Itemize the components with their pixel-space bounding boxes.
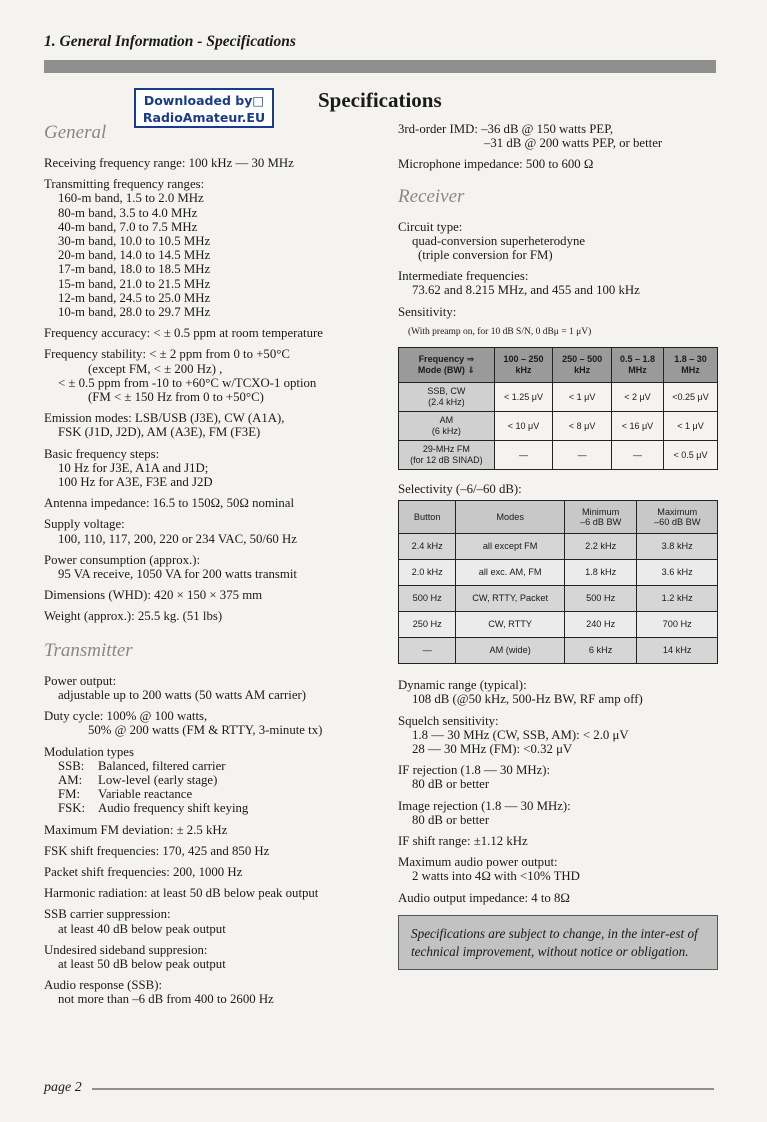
spec-line: SSB carrier suppression: [44, 907, 171, 922]
spec-line: 100 Hz for A3E, F3E and J2D [58, 475, 213, 490]
table-cell: — [494, 441, 553, 470]
table-header-cell: 0.5 – 1.8 MHz [611, 348, 663, 383]
sensitivity-title: Sensitivity: [398, 304, 457, 319]
spec-line: FSK (J1D, J2D), AM (A3E), FM (F3E) [58, 425, 261, 440]
table-row [399, 412, 718, 441]
table-cell: < 1.25 μV [494, 383, 553, 412]
spec-line: 80 dB or better [412, 812, 490, 827]
spec-line: Power output: [44, 673, 117, 688]
spec-line: Squelch sensitivity: [398, 713, 499, 728]
table-cell: 1.8 kHz [564, 560, 637, 586]
spec-line: 80 dB or better [412, 777, 490, 792]
table-row [399, 534, 718, 560]
spec-line: Image rejection (1.8 — 30 MHz): [398, 798, 571, 813]
power-output [44, 674, 384, 702]
spec-line: quad-conversion superheterodyne [412, 233, 586, 248]
frequency-accuracy: Frequency accuracy: < ± 0.5 ppm at room temperature [44, 326, 323, 341]
table-cell: — [399, 638, 456, 664]
footer-rule [92, 1088, 714, 1090]
table-cell: < 8 μV [553, 412, 612, 441]
frequency-steps [44, 447, 384, 490]
sensitivity-note: (With preamp on, for 10 dB S/N, 0 dBμ = 1 μV) [408, 326, 592, 337]
receiver-heading: Receiver [398, 185, 465, 207]
fsk-shift: FSK shift frequencies: 170, 425 and 850 Hz [44, 843, 270, 858]
selectivity-title: Selectivity (–6/–60 dB): [398, 482, 522, 497]
modulation-types [44, 745, 384, 816]
table-row [399, 586, 718, 612]
table-cell: all exc. AM, FM [456, 560, 564, 586]
table-cell: 240 Hz [564, 612, 637, 638]
band-item: 160-m band, 1.5 to 2.0 MHz [58, 191, 204, 206]
ssb-carrier-suppression [44, 907, 384, 935]
spec-line: Frequency stability: < ± 2 ppm from 0 to +50°C [44, 347, 290, 362]
spec-line: 73.62 and 8.215 MHz, and 455 and 100 kHz [412, 283, 640, 298]
spec-line: Emission modes: LSB/USB (J3E), CW (A1A), [44, 411, 285, 426]
audio-output-impedance: Audio output impedance: 4 to 8Ω [398, 890, 570, 905]
band-item: 10-m band, 28.0 to 29.7 MHz [58, 305, 211, 320]
table-header-cell: 100 – 250 kHz [494, 348, 553, 383]
power-consumption [44, 553, 384, 581]
spec-line: (triple conversion for FM) [418, 248, 553, 263]
spec-line: Maximum audio power output: [398, 855, 558, 870]
table-header-cell: Modes [456, 501, 564, 534]
spec-line: 3rd-order IMD: –36 dB @ 150 watts PEP, [398, 122, 614, 136]
table-header-cell: Button [399, 501, 456, 534]
table-cell: CW, RTTY, Packet [456, 586, 564, 612]
mod-value: Audio frequency shift keying [98, 801, 249, 816]
spec-line: at least 50 dB below peak output [58, 956, 226, 971]
table-row [399, 501, 718, 534]
table-cell: 2.4 kHz [399, 534, 456, 560]
spec-line: 28 — 30 MHz (FM): <0.32 μV [412, 742, 573, 757]
table-cell: 29-MHz FM (for 12 dB SINAD) [399, 441, 495, 470]
audio-power-output [398, 855, 718, 883]
table-cell: < 2 μV [611, 383, 663, 412]
table-cell: 6 kHz [564, 638, 637, 664]
if-shift-range: IF shift range: ±1.12 kHz [398, 834, 528, 849]
spec-line: Supply voltage: [44, 517, 125, 532]
band-item: 20-m band, 14.0 to 14.5 MHz [58, 248, 211, 263]
mod-key: AM: [58, 772, 83, 787]
band-item: 17-m band, 18.0 to 18.5 MHz [58, 262, 211, 277]
mod-value: Balanced, filtered carrier [98, 758, 226, 773]
spec-line: –31 dB @ 200 watts PEP, or better [484, 136, 663, 151]
mod-value: Low-level (early stage) [98, 772, 218, 787]
table-cell: <0.25 μV [664, 383, 718, 412]
modulation-row [44, 801, 384, 815]
table-cell: < 16 μV [611, 412, 663, 441]
watermark-line-2: RadioAmateur.EU [142, 110, 266, 125]
table-header-cell: Maximum –60 dB BW [637, 501, 718, 534]
third-order-imd [398, 122, 718, 150]
band-item: 40-m band, 7.0 to 7.5 MHz [58, 219, 198, 234]
band-item: 30-m band, 10.0 to 10.5 MHz [58, 234, 211, 249]
audio-response [44, 978, 384, 1006]
spec-line: 108 dB (@50 kHz, 500-Hz BW, RF amp off) [412, 692, 643, 707]
modulation-row [44, 759, 384, 773]
transmitting-ranges [44, 177, 384, 319]
table-row [399, 560, 718, 586]
mod-key: FM: [58, 787, 81, 802]
duty-cycle [44, 709, 384, 737]
selectivity-table [398, 500, 718, 664]
table-cell: 700 Hz [637, 612, 718, 638]
image-rejection [398, 799, 718, 827]
spec-line: IF rejection (1.8 — 30 MHz): [398, 763, 551, 778]
table-cell: — [611, 441, 663, 470]
spec-line: Undesired sideband suppresion: [44, 942, 208, 957]
page-title: Specifications [318, 88, 442, 112]
band-item: 12-m band, 24.5 to 25.0 MHz [58, 290, 211, 305]
table-cell: 3.8 kHz [637, 534, 718, 560]
packet-shift: Packet shift frequencies: 200, 1000 Hz [44, 864, 243, 879]
spec-line: adjustable up to 200 watts (50 watts AM carrier) [58, 687, 307, 702]
table-cell: 500 Hz [564, 586, 637, 612]
spec-line: < ± 0.5 ppm from -10 to +60°C w/TCXO-1 option [58, 375, 317, 390]
table-header-cell: 1.8 – 30 MHz [664, 348, 718, 383]
spec-line: 50% @ 200 watts (FM & RTTY, 3-minute tx) [88, 723, 323, 738]
table-cell: 500 Hz [399, 586, 456, 612]
spec-line: 1.8 — 30 MHz (CW, SSB, AM): < 2.0 μV [412, 727, 629, 742]
dimensions: Dimensions (WHD): 420 × 150 × 375 mm [44, 588, 263, 603]
spec-line: Audio response (SSB): [44, 978, 163, 993]
modulation-row [44, 787, 384, 801]
table-row [399, 348, 718, 383]
table-row [399, 383, 718, 412]
table-cell: < 10 μV [494, 412, 553, 441]
band-item: 80-m band, 3.5 to 4.0 MHz [58, 205, 198, 220]
table-header-cell: Frequency ⇒ Mode (BW) ⇓ [399, 348, 495, 383]
table-cell: AM (wide) [456, 638, 564, 664]
table-header-cell: 250 – 500 kHz [553, 348, 612, 383]
sensitivity-table [398, 347, 718, 470]
table-cell: 2.2 kHz [564, 534, 637, 560]
transmitting-title: Transmitting frequency ranges: [44, 177, 205, 192]
table-row [399, 441, 718, 470]
band-item: 15-m band, 21.0 to 21.5 MHz [58, 276, 211, 291]
right-column [398, 122, 718, 970]
frequency-stability [44, 347, 384, 404]
modulation-title: Modulation types [44, 744, 134, 759]
spec-line: 95 VA receive, 1050 VA for 200 watts transmit [58, 567, 297, 582]
table-cell: 250 Hz [399, 612, 456, 638]
weight: Weight (approx.): 25.5 kg. (51 lbs) [44, 609, 223, 624]
table-cell: AM (6 kHz) [399, 412, 495, 441]
table-cell: < 0.5 μV [664, 441, 718, 470]
spec-line: at least 40 dB below peak output [58, 921, 226, 936]
fm-deviation: Maximum FM deviation: ± 2.5 kHz [44, 822, 228, 837]
specifications-notice: Specifications are subject to change, in the inter-est of technical improvement, without notice or obligation. [398, 915, 718, 970]
table-cell: < 1 μV [553, 383, 612, 412]
general-heading: General [44, 122, 107, 143]
spec-line: Basic frequency steps: [44, 446, 160, 461]
squelch-sensitivity [398, 714, 718, 757]
table-row [399, 638, 718, 664]
table-header-cell: Minimum –6 dB BW [564, 501, 637, 534]
receiving-range: Receiving frequency range: 100 kHz — 30 MHz [44, 156, 294, 170]
spec-line: 2 watts into 4Ω with <10% THD [412, 869, 580, 884]
table-cell: 14 kHz [637, 638, 718, 664]
spec-line: (except FM, < ± 200 Hz) , [88, 361, 223, 376]
antenna-impedance: Antenna impedance: 16.5 to 150Ω, 50Ω nominal [44, 496, 295, 511]
spec-line: not more than –6 dB from 400 to 2600 Hz [58, 992, 274, 1007]
harmonic-radiation: Harmonic radiation: at least 50 dB below peak output [44, 886, 319, 901]
microphone-impedance: Microphone impedance: 500 to 600 Ω [398, 157, 594, 172]
left-column [44, 122, 384, 1014]
spec-line: Duty cycle: 100% @ 100 watts, [44, 709, 208, 724]
table-cell: 1.2 kHz [637, 586, 718, 612]
spec-line: 100, 110, 117, 200, 220 or 234 VAC, 50/60 Hz [58, 531, 297, 546]
table-cell: all except FM [456, 534, 564, 560]
table-cell: < 1 μV [664, 412, 718, 441]
modulation-row [44, 773, 384, 787]
page-number: page 2 [44, 1080, 82, 1095]
sideband-suppression [44, 943, 384, 971]
if-rejection [398, 763, 718, 791]
spec-line: Power consumption (approx.): [44, 552, 201, 567]
supply-voltage [44, 517, 384, 545]
circuit-type [398, 220, 718, 263]
table-cell: 3.6 kHz [637, 560, 718, 586]
table-row [399, 612, 718, 638]
table-cell: — [553, 441, 612, 470]
spec-line: (FM < ± 150 Hz from 0 to +50°C) [88, 390, 264, 405]
table-cell: CW, RTTY [456, 612, 564, 638]
intermediate-frequencies [398, 269, 718, 297]
running-header: 1. General Information - Specifications [44, 33, 296, 50]
transmitter-heading: Transmitter [44, 639, 133, 661]
emission-modes [44, 411, 384, 439]
mod-key: FSK: [58, 801, 86, 816]
header-rule [44, 60, 716, 73]
spec-line: Intermediate frequencies: [398, 269, 529, 284]
spec-line: Circuit type: [398, 219, 463, 234]
spec-line: Dynamic range (typical): [398, 678, 527, 693]
dynamic-range [398, 678, 718, 706]
table-cell: SSB, CW (2.4 kHz) [399, 383, 495, 412]
table-cell: 2.0 kHz [399, 560, 456, 586]
spec-line: 10 Hz for J3E, A1A and J1D; [58, 460, 209, 475]
mod-key: SSB: [58, 758, 85, 773]
watermark-line-1: Downloaded by□ [143, 93, 265, 108]
mod-value: Variable reactance [98, 787, 193, 802]
